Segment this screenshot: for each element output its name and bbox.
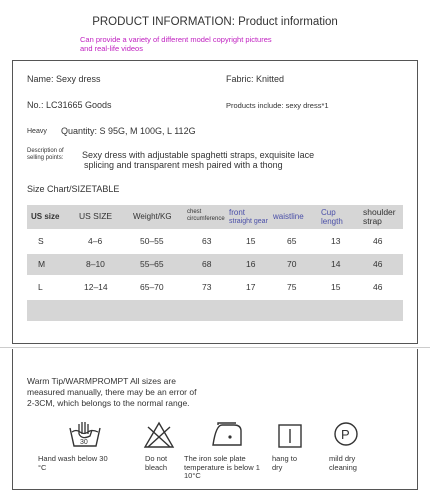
hand-wash-icon <box>68 420 102 450</box>
description-line: Sexy dress with adjustable spaghetti straps, exquisite lace <box>82 150 315 160</box>
table-row <box>27 229 403 254</box>
header-shoulder-line: strap <box>363 216 382 226</box>
size-chart-title: Size Chart/SIZETABLE <box>27 184 120 194</box>
cell: 70 <box>287 259 297 269</box>
cell: 14 <box>331 259 341 269</box>
header-weight: Weight/KG <box>133 212 172 221</box>
cell: 50–55 <box>140 236 164 246</box>
hang-dry-icon <box>277 423 303 449</box>
product-number: No.: LC31665 Goods <box>27 100 112 110</box>
cell: 65–70 <box>140 282 164 292</box>
cell: 4–6 <box>88 236 103 246</box>
cell: 16 <box>246 259 256 269</box>
product-name: Name: Sexy dress <box>27 74 101 84</box>
cell: S <box>38 236 44 246</box>
cell: M <box>38 259 46 269</box>
header-front-line: front <box>229 208 246 217</box>
description-label <box>27 148 64 162</box>
header-chest-line: chest <box>187 209 202 215</box>
dry-clean-letter: P <box>341 427 350 442</box>
table-row <box>27 254 403 275</box>
warm-tip <box>27 376 237 409</box>
care-label-bleach <box>145 455 167 472</box>
cell: 55–65 <box>140 259 164 269</box>
cell: 12–14 <box>84 282 108 292</box>
header-chest <box>187 209 225 223</box>
section-divider <box>0 347 430 348</box>
row-band-empty <box>27 300 403 321</box>
do-not-bleach-icon <box>143 421 175 449</box>
cell: 46 <box>373 259 383 269</box>
heavy-label: Heavy <box>27 128 47 135</box>
care-label-line: cleaning <box>329 462 357 472</box>
care-label-line: Hand wash below 30 <box>38 454 108 463</box>
product-fabric: Fabric: Knitted <box>226 74 285 84</box>
hand-wash-temp: 30 <box>80 439 88 446</box>
care-label-line: temperature is below 1 <box>184 462 260 472</box>
header-us-size-2: US SIZE <box>79 211 113 221</box>
table-row <box>27 275 403 300</box>
care-label-line: mild dry <box>329 454 356 463</box>
care-label-line: 10°C <box>184 471 201 480</box>
care-label-line: dry <box>272 462 283 472</box>
cell: 68 <box>202 259 212 269</box>
care-label-hang-dry <box>272 455 297 472</box>
cell: 65 <box>287 236 297 246</box>
cell: 75 <box>287 282 297 292</box>
care-label-line: °C <box>38 462 47 472</box>
subtitle <box>80 35 272 53</box>
header-waistline: waistline <box>273 212 304 221</box>
care-label-line: hang to <box>272 454 298 463</box>
care-label-line: Do not <box>145 454 168 463</box>
care-label-line: The iron sole plate <box>184 454 246 463</box>
cell: 13 <box>331 236 341 246</box>
product-description <box>82 150 314 170</box>
warm-tip-line: measured manually, there may be an error of <box>27 387 197 397</box>
description-label-line: selling points: <box>27 155 64 161</box>
warm-tip-line: 2-3CM, which belongs to the normal range. <box>27 398 190 408</box>
dry-clean-icon <box>333 421 359 447</box>
page-title: PRODUCT INFORMATION: Product information <box>92 16 338 28</box>
warm-tip-line: Warm Tip/WARMPROMPT All sizes are <box>27 376 176 386</box>
cell: 46 <box>373 282 383 292</box>
header-shoulder-line: shoulder <box>363 207 396 217</box>
subtitle-line: and real-life videos <box>80 44 143 53</box>
description-label-line: Description of <box>27 148 64 154</box>
header-cup-line: length <box>321 217 343 226</box>
cell: 17 <box>246 282 256 292</box>
care-label-line: bleach <box>145 462 168 472</box>
description-line: splicing and transparent mesh paired with a thong <box>84 160 283 170</box>
subtitle-line: Can provide a variety of different model copyright pictures <box>80 35 272 44</box>
care-label-hand-wash <box>38 455 108 472</box>
cell: L <box>38 282 43 292</box>
product-quantity: Quantity: S 95G, M 100G, L 112G <box>61 126 196 136</box>
care-label-dry-clean <box>329 455 357 472</box>
cell: 63 <box>202 236 212 246</box>
iron-icon <box>210 421 244 449</box>
header-cup-line: Cup <box>321 208 336 217</box>
header-front <box>229 208 268 226</box>
header-cup-length <box>321 208 343 226</box>
header-shoulder-strap <box>363 208 396 226</box>
size-table-header <box>27 205 403 229</box>
care-label-iron <box>184 455 260 481</box>
cell: 73 <box>202 282 212 292</box>
cell: 8–10 <box>86 259 105 269</box>
cell: 15 <box>331 282 341 292</box>
header-front-line: straight gear <box>229 218 268 225</box>
cell: 15 <box>246 236 256 246</box>
header-us-size: US size <box>31 212 60 221</box>
header-chest-line: circumference <box>187 216 225 222</box>
cell: 46 <box>373 236 383 246</box>
product-includes: Products include: sexy dress*1 <box>226 101 329 110</box>
